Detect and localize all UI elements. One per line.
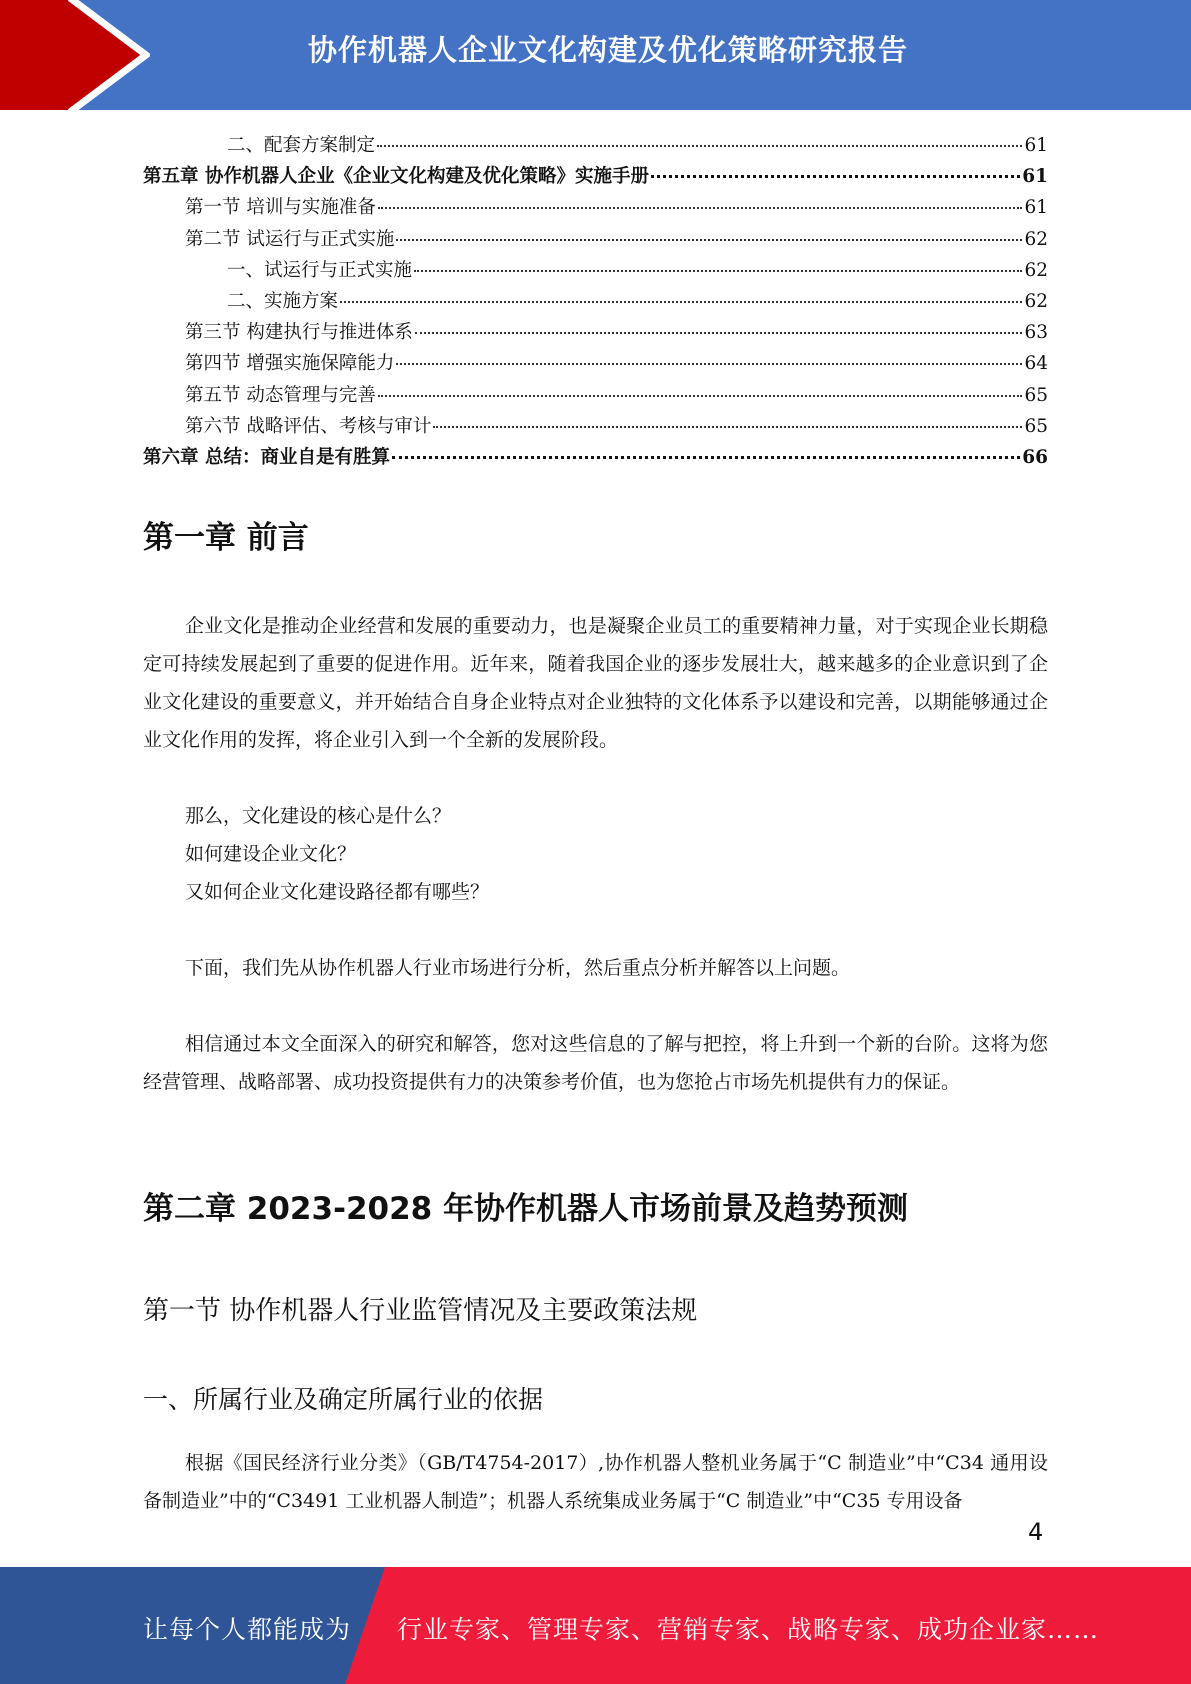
toc-entry[interactable] [143,380,1048,411]
toc-entry-title: 第二节 试运行与正式实施 [185,228,395,250]
toc-entry-title: 二、配套方案制定 [227,135,376,156]
toc-entry[interactable] [143,411,1048,442]
chapter-1-title: 第一章 前言 [143,520,309,556]
chapter-1-paragraph-3: 相信通过本文全面深入的研究和解答，您对这些信息的了解与把控，将上升到一个新的台阶。这将为您经营管理、战略部署、成功投资提供有力的决策参考价值，也为您抢占市场先机提供有力的保证。 [143,1033,1048,1093]
toc-entry-title: 第五节 动态管理与完善 [185,384,376,406]
toc-entry-title: 第六节 战略评估、考核与审计 [185,415,432,437]
chapter-2-paragraph-1: 根据《国民经济行业分类》（GB/T4754-2017）,协作机器人整机业务属于“C 制造业”中“C34 通用设备制造业”中的“C3491 工业机器人制造”；机器人系统集成业务属于“C 制造业”中“C35 专用设备 [143,1452,1048,1512]
report-title: 协作机器人企业文化构建及优化策略研究报告 [307,33,908,67]
toc-entry-page: 61 [1024,197,1048,219]
toc-leader-dots [433,426,1022,428]
toc-entry-title: 第四节 增强实施保障能力 [185,353,395,375]
toc-leader-dots [651,175,1020,178]
question-item: 那么，文化建设的核心是什么？ [185,805,452,827]
toc-leader-dots [378,207,1023,209]
toc-entry-page: 65 [1024,384,1048,406]
toc-entry[interactable] [143,192,1048,223]
question-item: 又如何企业文化建设路径都有哪些？ [185,881,490,903]
toc-entry[interactable] [143,317,1048,348]
toc-entry-page: 61 [1022,166,1048,188]
toc-entry-page: 63 [1024,322,1048,344]
toc-entry-page: 62 [1024,290,1048,312]
chapter-1-paragraph-1: 企业文化是推动企业经营和发展的重要动力，也是凝聚企业员工的重要精神力量，对于实现企业长期稳定可持续发展起到了重要的促进作用。近年来，随着我国企业的逐步发展壮大，越来越多的企业意识到了企业文化建设的重要意义，并开始结合自身企业特点对企业独特的文化体系予以建设和完善，以期能够通过企业文化作用的发挥，将企业引入到一个全新的发展阶段。 [143,615,1048,751]
footer-slogan-right: 行业专家、管理专家、营销专家、战略专家、成功企业家…… [397,1615,1100,1644]
toc-entry-page: 66 [1022,446,1048,468]
footer-banner [0,1567,1191,1684]
footer-slogan-left: 让每个人都能成为 [143,1615,352,1644]
toc-entry-page: 64 [1024,353,1048,375]
toc-leader-dots [396,363,1022,365]
toc-entry-title: 一、试运行与正式实施 [227,259,413,281]
toc-leader-dots [415,332,1023,334]
chapter-2-title: 第二章 2023-2028 年协作机器人市场前景及趋势预测 [143,1191,909,1227]
toc-entry-title: 二、实施方案 [227,290,339,312]
chapter-1-paragraph-2: 下面，我们先从协作机器人行业市场进行分析，然后重点分析并解答以上问题。 [185,957,851,979]
toc-entry-title: 第五章 协作机器人企业《企业文化构建及优化策略》实施手册 [143,166,649,188]
page-number: 4 [1028,1518,1044,1546]
toc-entry[interactable] [143,286,1048,317]
toc-leader-dots [414,270,1022,272]
header-banner [0,0,1191,110]
toc-leader-dots [340,301,1022,303]
toc-entry-page: 61 [1024,135,1048,156]
toc-entry[interactable] [143,161,1048,192]
toc-entry-title: 第一节 培训与实施准备 [185,197,376,219]
table-of-contents [143,130,1048,473]
toc-entry-page: 65 [1024,415,1048,437]
toc-entry[interactable] [143,255,1048,286]
question-list [185,797,489,911]
toc-entry[interactable] [143,130,1048,161]
question-item: 如何建设企业文化？ [185,843,357,865]
toc-leader-dots [396,239,1022,241]
toc-entry-page: 62 [1024,228,1048,250]
toc-entry[interactable] [143,348,1048,379]
toc-leader-dots [378,395,1023,397]
toc-leader-dots [392,456,1020,459]
toc-entry-title: 第三节 构建执行与推进体系 [185,322,413,344]
section-1-title: 第一节 协作机器人行业监管情况及主要政策法规 [143,1296,698,1326]
toc-leader-dots [377,145,1022,147]
subsection-1-title: 一、所属行业及确定所属行业的依据 [143,1385,544,1414]
toc-entry[interactable] [143,224,1048,255]
toc-entry-page: 62 [1024,259,1048,281]
toc-entry[interactable] [143,442,1048,473]
toc-entry-title: 第六章 总结：商业自是有胜算 [143,446,390,468]
